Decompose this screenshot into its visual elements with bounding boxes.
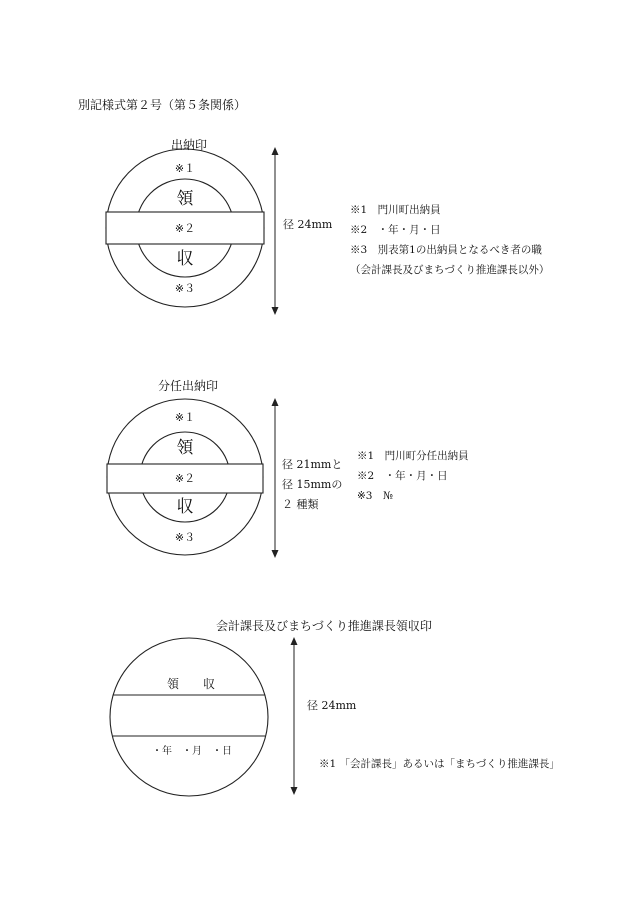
stamp1-notes [350,200,549,280]
stamp1-note-2: ※2 ・年・月・日 [350,224,441,236]
stamp2-kanji-top: 領 [176,438,194,458]
stamp2-note-3: ※3 № [357,490,393,502]
stamp1-note-3: ※3 別表第1の出納員となるべき者の職 [350,244,542,256]
stamp1-note-1: ※1 門川町出納員 [350,204,441,216]
stamp3-date-label: ・年 ・月 ・日 [152,746,232,757]
stamp3-title: 会計課長及びまちづくり推進課長領収印 [216,619,432,633]
stamp2-bottom-mark: ※３ [174,531,196,544]
stamp1-top-mark: ※１ [174,162,196,175]
stamp1-size: 径 24mm [283,218,333,231]
stamp3-note: ※1 「会計課長」あるいは「まちづくり推進課長」 [319,758,560,770]
stamp2-middle-mark: ※２ [174,472,196,485]
stamp3-arrow-up [291,637,298,645]
stamp1-kanji-bottom: 収 [176,249,194,269]
stamp2-arrow-down [272,550,279,558]
stamp3-kanji-label: 領 収 [166,677,216,691]
stamp2-arrow-up [272,398,279,406]
stamp1-arrow-down [272,307,279,315]
stamp2-size-line-3: ２ 種類 [282,498,319,511]
stamp2-title: 分任出納印 [158,379,219,393]
stamp2-size [282,455,342,515]
stamp3-diagram [110,637,298,796]
stamp1-arrow-up [272,147,279,155]
stamp1-title: 出納印 [171,138,208,152]
stamp1-note-4: （会計課長及びまちづくり推進課長以外） [350,264,550,276]
stamp2-size-line-1: 径 21mmと [282,458,343,471]
stamp2-kanji-bottom: 収 [176,497,194,517]
stamp2-size-line-2: 径 15mmの [282,478,343,491]
stamp3-arrow-down [291,787,298,795]
form-header: 別記様式第２号（第５条関係） [78,98,247,112]
stamp1-diagram [106,147,279,315]
stamp2-note-1: ※1 門川町分任出納員 [357,450,469,462]
stamp2-diagram [107,398,279,558]
stamp2-notes [357,446,469,506]
stamp2-top-mark: ※１ [174,411,196,424]
stamp1-bottom-mark: ※３ [174,282,196,295]
stamp3-size: 径 24mm [307,699,357,712]
stamp1-middle-mark: ※２ [174,222,196,235]
stamp2-note-2: ※2 ・年・月・日 [357,470,448,482]
stamp3-circle [110,638,268,796]
stamp1-kanji-top: 領 [176,189,194,209]
